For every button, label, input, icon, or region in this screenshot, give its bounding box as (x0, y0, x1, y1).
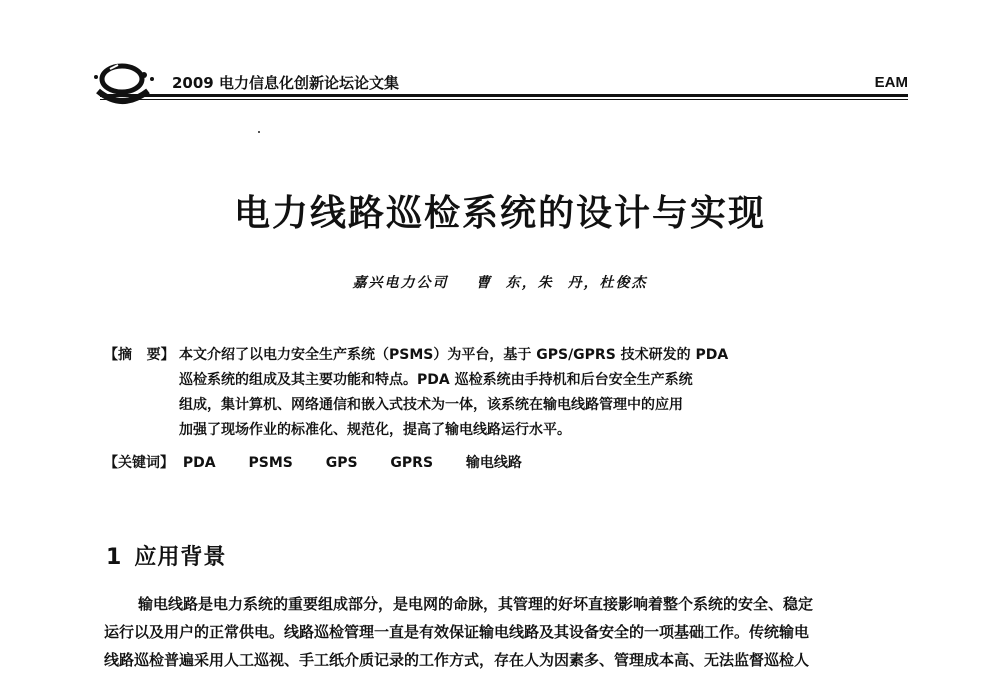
abstract-line: 巡检系统的组成及其主要功能和特点。PDA 巡检系统由手持机和后台安全生产系统 (179, 372, 693, 388)
section-title: 应用背景 (134, 545, 227, 570)
body-line: 输电线路是电力系统的重要组成部分，是电网的命脉，其管理的好坏直接影响着整个系统的安全、稳定 (138, 595, 814, 613)
header-rule (100, 94, 908, 97)
keyword: PSMS (248, 455, 293, 471)
abstract (104, 343, 804, 443)
author-line: 嘉兴电力公司 曹 东，朱 丹，杜俊杰 (352, 275, 648, 291)
abstract-line: 加强了现场作业的标准化、规范化，提高了输电线路运行水平。 (179, 422, 571, 438)
section-tag: EAM (874, 74, 908, 91)
keywords (104, 452, 550, 472)
abstract-line: 组成，集计算机、网络通信和嵌入式技术为一体，该系统在输电线路管理中的应用 (179, 397, 683, 413)
paper-title: 电力线路巡检系统的设计与实现 (233, 193, 766, 234)
body-line: 线路巡检普遍采用人工巡视、手工纸介质记录的工作方式，存在人为因素多、管理成本高、无法监督巡检人 (104, 651, 810, 669)
keyword: GPS (325, 455, 358, 471)
abstract-line: 本文介绍了以电力安全生产系统（PSMS）为平台，基于 GPS/GPRS 技术研发的 PDA (179, 347, 729, 363)
keyword: 输电线路 (465, 455, 522, 471)
abstract-label: 【摘 要】 (104, 347, 175, 363)
section-heading (106, 540, 226, 571)
keyword: PDA (182, 455, 216, 471)
body-line: 运行以及用户的正常供电。线路巡检管理一直是有效保证输电线路及其设备安全的一项基础工作。传统输电 (104, 623, 810, 641)
section-body (104, 590, 910, 674)
proceedings-title: 2009 电力信息化创新论坛论文集 (172, 74, 399, 92)
keyword: GPRS (390, 455, 434, 471)
section-number: 1 (106, 545, 123, 570)
header-rule-thin (100, 99, 908, 100)
proceedings-logo-icon (88, 55, 158, 109)
scan-speck (258, 131, 260, 133)
keywords-label: 【关键词】 (104, 455, 174, 471)
